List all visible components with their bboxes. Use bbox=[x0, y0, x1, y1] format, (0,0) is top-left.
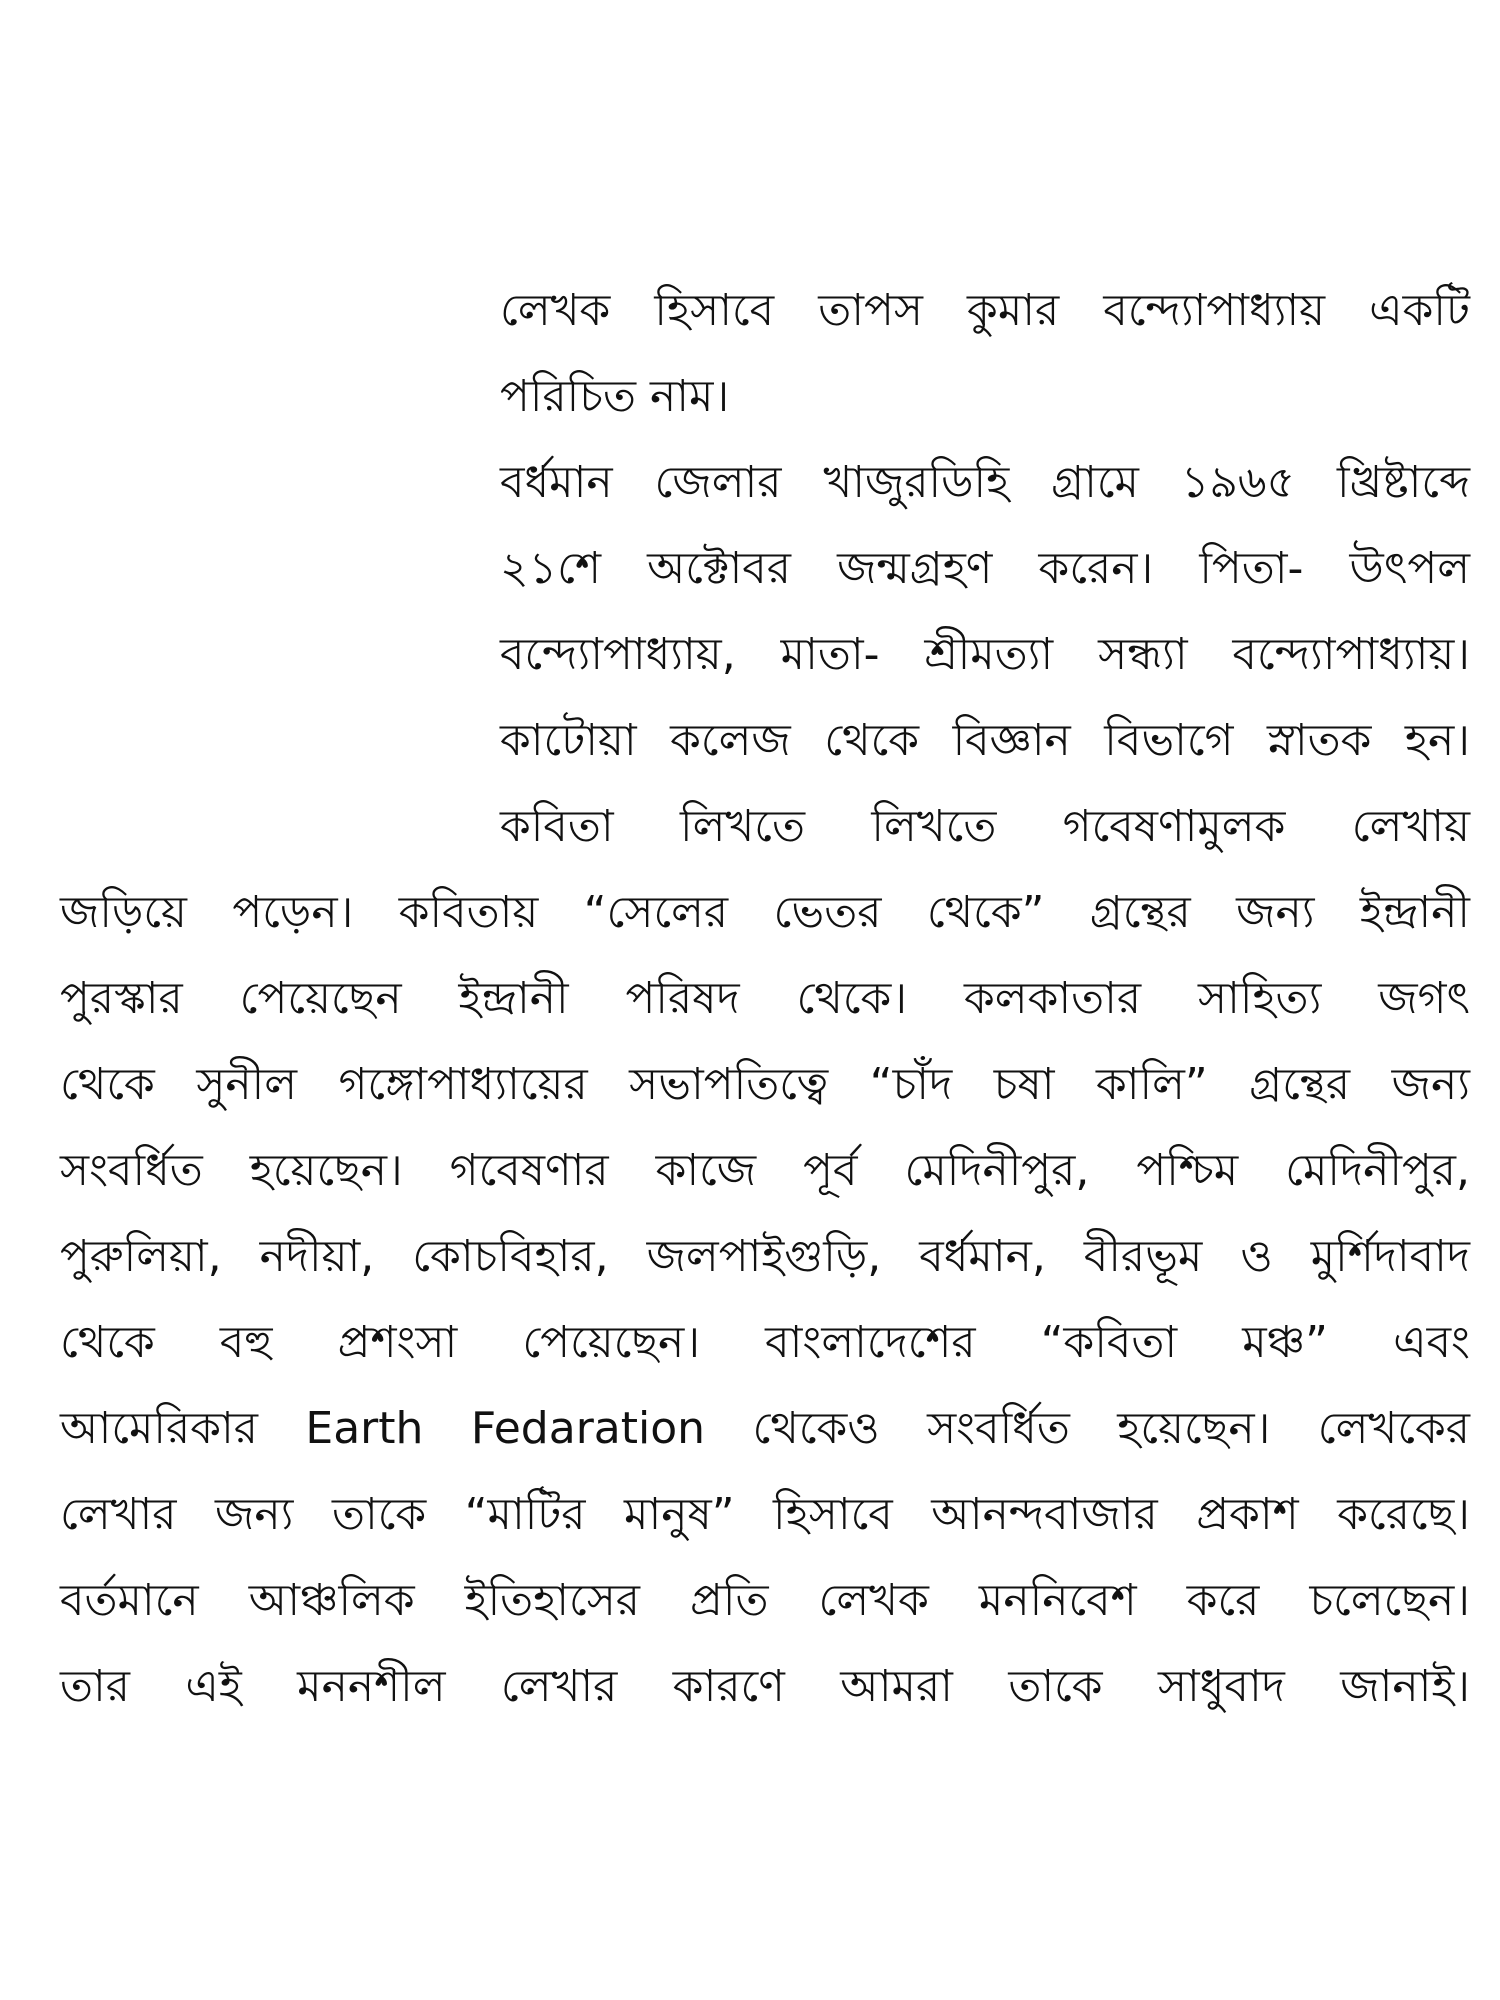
paragraph-line: জড়িয়ে পড়েন। কবিতায় “সেলের ভেতর থেকে” গ্রন্থের জন্য ইন্দ্রানী bbox=[60, 887, 1470, 938]
paragraph-line: লেখক হিসাবে তাপস কুমার বন্দ্যোপাধ্যায় একটি bbox=[500, 285, 1470, 336]
paragraph-line: থেকে বহু প্রশংসা পেয়েছেন। বাংলাদেশের “কবিতা মঞ্চ” এবং bbox=[60, 1317, 1470, 1368]
paragraph-line: ২১শে অক্টোবর জন্মগ্রহণ করেন। পিতা- উৎপল bbox=[500, 543, 1470, 594]
paragraph-line: সংবর্ধিত হয়েছেন। গবেষণার কাজে পূর্ব মেদিনীপুর, পশ্চিম মেদিনীপুর, bbox=[60, 1145, 1470, 1196]
paragraph-line: পরিচিত নাম। bbox=[500, 371, 730, 422]
paragraph-line: বর্ধমান জেলার খাজুরডিহি গ্রামে ১৯৬৫ খ্রিষ্টাব্দে bbox=[500, 457, 1470, 508]
paragraph-line: পুরস্কার পেয়েছেন ইন্দ্রানী পরিষদ থেকে। কলকাতার সাহিত্য জগৎ bbox=[60, 973, 1470, 1024]
paragraph-line: তার এই মননশীল লেখার কারণে আমরা তাকে সাধুবাদ জানাই। bbox=[60, 1661, 1470, 1712]
paragraph-line: কাটোয়া কলেজ থেকে বিজ্ঞান বিভাগে স্নাতক হন। bbox=[500, 715, 1470, 766]
paragraph-line: পুরুলিয়া, নদীয়া, কোচবিহার, জলপাইগুড়ি, বর্ধমান, বীরভূম ও মুর্শিদাবাদ bbox=[60, 1231, 1470, 1282]
paragraph-line: লেখার জন্য তাকে “মাটির মানুষ” হিসাবে আনন্দবাজার প্রকাশ করেছে। bbox=[60, 1489, 1470, 1540]
paragraph-line: থেকে সুনীল গঙ্গোপাধ্যায়ের সভাপতিত্বে “চাঁদ চষা কালি” গ্রন্থের জন্য bbox=[60, 1059, 1470, 1110]
paragraph-line: কবিতা লিখতে লিখতে গবেষণামুলক লেখায় bbox=[500, 801, 1470, 852]
paragraph-line: বর্তমানে আঞ্চলিক ইতিহাসের প্রতি লেখক মননিবেশ করে চলেছেন। bbox=[60, 1575, 1470, 1626]
paragraph-line: আমেরিকার Earth Fedaration থেকেও সংবর্ধিত হয়েছেন। লেখকের bbox=[60, 1403, 1470, 1454]
paragraph-line: বন্দ্যোপাধ্যায়, মাতা- শ্রীমত্যা সন্ধ্যা বন্দ্যোপাধ্যায়। bbox=[500, 629, 1470, 680]
